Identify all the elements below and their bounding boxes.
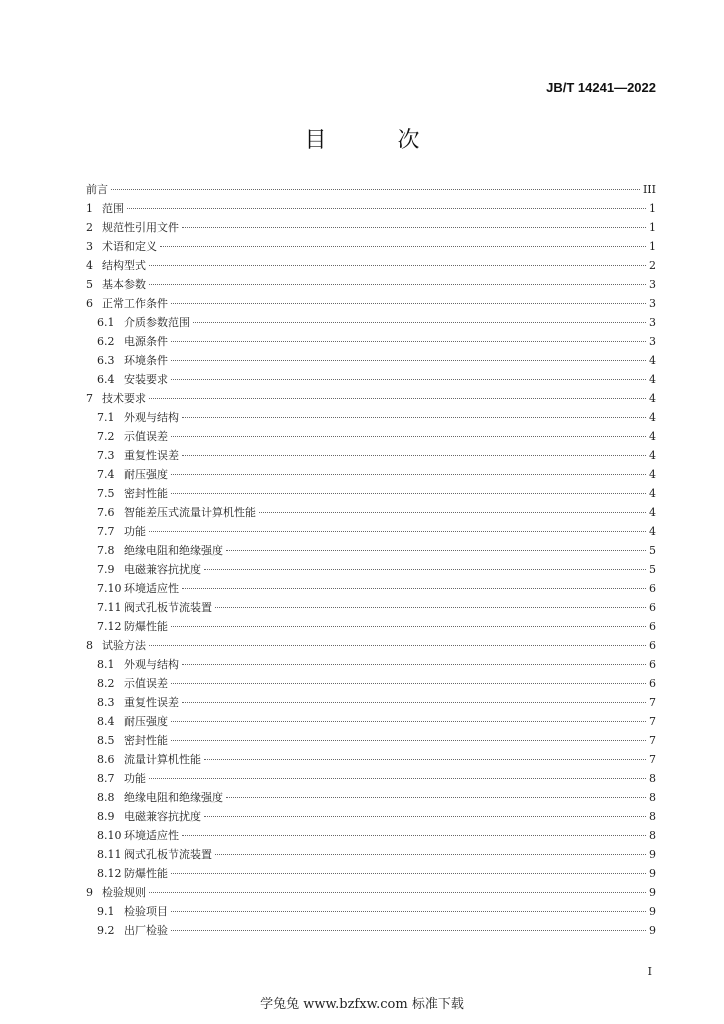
toc-entry-title: 重复性误差 xyxy=(124,696,179,709)
toc-entry-title: 检验规则 xyxy=(102,886,146,899)
toc-dot-leader xyxy=(204,816,646,817)
toc-entry-page: 7 xyxy=(649,753,656,766)
toc-entry-number: 7.8 xyxy=(97,544,115,557)
toc-entry-title: 外观与结构 xyxy=(124,411,179,424)
toc-entry-page: 3 xyxy=(649,297,656,310)
toc-entry-page: 6 xyxy=(649,620,656,633)
toc-entry-number: 7.1 xyxy=(97,411,115,424)
table-of-contents xyxy=(86,181,656,941)
toc-entry-number: 7 xyxy=(86,392,93,405)
toc-entry-title: 阀式孔板节流装置 xyxy=(124,848,212,861)
page-number: I xyxy=(647,965,652,978)
toc-entry-title: 结构型式 xyxy=(102,259,146,272)
toc-entry-title: 环境适应性 xyxy=(124,582,179,595)
toc-entry-number: 7.2 xyxy=(97,430,115,443)
toc-entry[interactable] xyxy=(86,599,656,618)
toc-entry-page: 8 xyxy=(649,791,656,804)
document-code: JB/T 14241—2022 xyxy=(546,80,656,95)
toc-entry-number: 7.3 xyxy=(97,449,115,462)
toc-entry-number: 8.8 xyxy=(97,791,115,804)
toc-dot-leader xyxy=(182,227,646,228)
toc-entry[interactable] xyxy=(86,580,656,599)
toc-entry-number: 7.4 xyxy=(97,468,115,481)
toc-dot-leader xyxy=(160,246,646,247)
toc-entry-page: 4 xyxy=(649,468,656,481)
toc-entry-title: 绝缘电阻和绝缘强度 xyxy=(124,544,223,557)
toc-entry-page: 8 xyxy=(649,810,656,823)
toc-entry-number: 7.5 xyxy=(97,487,115,500)
toc-entry-title: 基本参数 xyxy=(102,278,146,291)
toc-dot-leader xyxy=(226,550,646,551)
toc-entry-number: 9.1 xyxy=(97,905,115,918)
toc-dot-leader xyxy=(171,474,646,475)
toc-entry[interactable] xyxy=(86,561,656,580)
toc-entry-page: 6 xyxy=(649,601,656,614)
toc-dot-leader xyxy=(127,208,646,209)
toc-entry-title: 术语和定义 xyxy=(102,240,157,253)
toc-entry[interactable] xyxy=(86,295,656,314)
toc-entry[interactable] xyxy=(86,314,656,333)
toc-entry[interactable] xyxy=(86,618,656,637)
toc-entry-number: 8.11 xyxy=(97,848,122,861)
toc-dot-leader xyxy=(149,645,646,646)
toc-dot-leader xyxy=(149,398,646,399)
toc-entry-number: 7.6 xyxy=(97,506,115,519)
toc-entry-number: 1 xyxy=(86,202,93,215)
toc-entry[interactable] xyxy=(86,219,656,238)
toc-entry-page: 4 xyxy=(649,411,656,424)
toc-entry[interactable] xyxy=(86,466,656,485)
toc-entry-page: 4 xyxy=(649,430,656,443)
toc-entry[interactable] xyxy=(86,409,656,428)
toc-entry[interactable] xyxy=(86,751,656,770)
toc-entry-title: 防爆性能 xyxy=(124,620,168,633)
toc-dot-leader xyxy=(171,911,646,912)
toc-entry-title: 功能 xyxy=(124,525,146,538)
toc-entry-page: 7 xyxy=(649,734,656,747)
toc-entry-title: 外观与结构 xyxy=(124,658,179,671)
toc-entry-title: 环境适应性 xyxy=(124,829,179,842)
toc-entry-number: 8 xyxy=(86,639,93,652)
toc-entry-page: III xyxy=(642,183,656,196)
toc-dot-leader xyxy=(182,702,646,703)
toc-entry[interactable] xyxy=(86,789,656,808)
toc-dot-leader xyxy=(182,835,646,836)
toc-entry[interactable] xyxy=(86,675,656,694)
toc-dot-leader xyxy=(171,626,646,627)
toc-entry-number: 9 xyxy=(86,886,93,899)
toc-entry-page: 7 xyxy=(649,696,656,709)
toc-entry[interactable] xyxy=(86,523,656,542)
toc-entry-page: 4 xyxy=(649,373,656,386)
toc-entry[interactable] xyxy=(86,276,656,295)
toc-entry-title: 电源条件 xyxy=(124,335,168,348)
toc-entry-title: 介质参数范围 xyxy=(124,316,190,329)
toc-entry-number: 7.12 xyxy=(97,620,122,633)
toc-dot-leader xyxy=(149,284,646,285)
toc-entry[interactable] xyxy=(86,903,656,922)
toc-entry[interactable] xyxy=(86,504,656,523)
toc-dot-leader xyxy=(149,778,646,779)
toc-entry-page: 1 xyxy=(649,202,656,215)
toc-entry-page: 2 xyxy=(649,259,656,272)
toc-entry[interactable] xyxy=(86,846,656,865)
toc-entry[interactable] xyxy=(86,428,656,447)
toc-entry[interactable] xyxy=(86,713,656,732)
toc-dot-leader xyxy=(182,455,646,456)
toc-dot-leader xyxy=(259,512,646,513)
toc-entry[interactable] xyxy=(86,200,656,219)
toc-entry-title: 耐压强度 xyxy=(124,715,168,728)
toc-entry[interactable] xyxy=(86,181,656,200)
toc-entry-title: 密封性能 xyxy=(124,487,168,500)
toc-entry-page: 5 xyxy=(649,544,656,557)
toc-entry-page: 9 xyxy=(649,886,656,899)
toc-entry-number: 6.1 xyxy=(97,316,115,329)
toc-entry-number: 6.3 xyxy=(97,354,115,367)
toc-entry-title: 耐压强度 xyxy=(124,468,168,481)
toc-dot-leader xyxy=(171,740,646,741)
toc-entry[interactable] xyxy=(86,808,656,827)
toc-entry-title: 示值误差 xyxy=(124,677,168,690)
toc-entry-title: 范围 xyxy=(102,202,124,215)
toc-entry-number: 8.5 xyxy=(97,734,115,747)
toc-entry[interactable] xyxy=(86,694,656,713)
toc-entry-title: 安装要求 xyxy=(124,373,168,386)
toc-entry-number: 8.2 xyxy=(97,677,115,690)
toc-entry-title: 出厂检验 xyxy=(124,924,168,937)
toc-entry-title: 流量计算机性能 xyxy=(124,753,201,766)
toc-dot-leader xyxy=(215,854,646,855)
toc-dot-leader xyxy=(171,379,646,380)
toc-entry-title: 规范性引用文件 xyxy=(102,221,179,234)
toc-dot-leader xyxy=(171,721,646,722)
toc-entry[interactable] xyxy=(86,732,656,751)
toc-entry-number: 4 xyxy=(86,259,93,272)
toc-entry[interactable] xyxy=(86,884,656,903)
toc-entry-number: 3 xyxy=(86,240,93,253)
toc-entry-number: 7.10 xyxy=(97,582,122,595)
toc-entry[interactable] xyxy=(86,352,656,371)
toc-entry[interactable] xyxy=(86,637,656,656)
toc-entry-title: 技术要求 xyxy=(102,392,146,405)
toc-entry-title: 功能 xyxy=(124,772,146,785)
page-title: 目 次 xyxy=(304,128,452,153)
toc-entry[interactable] xyxy=(86,827,656,846)
toc-entry-number: 8.3 xyxy=(97,696,115,709)
toc-entry-page: 4 xyxy=(649,525,656,538)
toc-dot-leader xyxy=(204,569,646,570)
toc-entry-page: 5 xyxy=(649,563,656,576)
toc-dot-leader xyxy=(204,759,646,760)
toc-entry-number: 8.6 xyxy=(97,753,115,766)
watermark-text: 学兔兔 www.bzfxw.com 标准下载 xyxy=(260,997,464,1012)
toc-entry-title: 正常工作条件 xyxy=(102,297,168,310)
toc-entry-page: 9 xyxy=(649,905,656,918)
toc-entry-title: 试验方法 xyxy=(102,639,146,652)
toc-entry[interactable] xyxy=(86,656,656,675)
toc-entry-page: 3 xyxy=(649,316,656,329)
toc-entry-page: 9 xyxy=(649,848,656,861)
toc-entry[interactable] xyxy=(86,865,656,884)
toc-entry[interactable] xyxy=(86,371,656,390)
toc-dot-leader xyxy=(149,892,646,893)
toc-entry-number: 8.10 xyxy=(97,829,122,842)
toc-dot-leader xyxy=(182,664,646,665)
toc-entry-number: 6.4 xyxy=(97,373,115,386)
toc-entry[interactable] xyxy=(86,333,656,352)
toc-entry-title: 环境条件 xyxy=(124,354,168,367)
toc-entry-title: 阀式孔板节流装置 xyxy=(124,601,212,614)
toc-entry-page: 1 xyxy=(649,221,656,234)
toc-entry-number: 8.12 xyxy=(97,867,122,880)
toc-entry[interactable] xyxy=(86,447,656,466)
toc-entry-title: 前言 xyxy=(86,183,108,196)
toc-entry[interactable] xyxy=(86,485,656,504)
toc-dot-leader xyxy=(149,531,646,532)
toc-dot-leader xyxy=(171,493,646,494)
toc-entry-title: 电磁兼容抗扰度 xyxy=(124,810,201,823)
toc-entry-number: 7.9 xyxy=(97,563,115,576)
toc-entry-number: 6.2 xyxy=(97,335,115,348)
toc-entry-page: 9 xyxy=(649,924,656,937)
toc-dot-leader xyxy=(193,322,646,323)
toc-entry[interactable] xyxy=(86,390,656,409)
toc-entry-title: 智能差压式流量计算机性能 xyxy=(124,506,256,519)
toc-entry-page: 4 xyxy=(649,506,656,519)
toc-entry-page: 4 xyxy=(649,449,656,462)
toc-entry-title: 绝缘电阻和绝缘强度 xyxy=(124,791,223,804)
toc-dot-leader xyxy=(171,930,646,931)
toc-dot-leader xyxy=(182,588,646,589)
toc-entry-page: 3 xyxy=(649,278,656,291)
toc-dot-leader xyxy=(171,683,646,684)
toc-entry[interactable] xyxy=(86,257,656,276)
toc-entry-page: 6 xyxy=(649,677,656,690)
toc-entry-title: 检验项目 xyxy=(124,905,168,918)
toc-entry-number: 9.2 xyxy=(97,924,115,937)
toc-entry-number: 8.4 xyxy=(97,715,115,728)
toc-entry-title: 重复性误差 xyxy=(124,449,179,462)
toc-entry-page: 4 xyxy=(649,392,656,405)
toc-dot-leader xyxy=(171,341,646,342)
toc-dot-leader xyxy=(111,189,640,190)
toc-dot-leader xyxy=(171,303,646,304)
toc-entry-page: 6 xyxy=(649,658,656,671)
toc-entry-page: 4 xyxy=(649,487,656,500)
toc-dot-leader xyxy=(171,436,646,437)
toc-dot-leader xyxy=(215,607,646,608)
toc-entry-page: 4 xyxy=(649,354,656,367)
toc-entry[interactable] xyxy=(86,238,656,257)
toc-entry-page: 6 xyxy=(649,639,656,652)
toc-entry-page: 7 xyxy=(649,715,656,728)
toc-entry-page: 3 xyxy=(649,335,656,348)
toc-dot-leader xyxy=(182,417,646,418)
toc-entry-page: 8 xyxy=(649,772,656,785)
toc-entry-number: 8.7 xyxy=(97,772,115,785)
toc-entry-title: 密封性能 xyxy=(124,734,168,747)
toc-entry-number: 7.11 xyxy=(97,601,122,614)
toc-entry-number: 2 xyxy=(86,221,93,234)
toc-entry-page: 9 xyxy=(649,867,656,880)
toc-entry[interactable] xyxy=(86,542,656,561)
toc-entry-number: 7.7 xyxy=(97,525,115,538)
toc-entry-title: 电磁兼容抗扰度 xyxy=(124,563,201,576)
toc-entry-page: 1 xyxy=(649,240,656,253)
toc-entry-title: 示值误差 xyxy=(124,430,168,443)
toc-dot-leader xyxy=(171,360,646,361)
toc-dot-leader xyxy=(149,265,646,266)
toc-entry[interactable] xyxy=(86,770,656,789)
toc-entry-title: 防爆性能 xyxy=(124,867,168,880)
toc-entry-number: 8.1 xyxy=(97,658,115,671)
toc-dot-leader xyxy=(171,873,646,874)
toc-entry-page: 8 xyxy=(649,829,656,842)
toc-entry[interactable] xyxy=(86,922,656,941)
toc-entry-number: 8.9 xyxy=(97,810,115,823)
toc-entry-page: 6 xyxy=(649,582,656,595)
toc-entry-number: 5 xyxy=(86,278,93,291)
toc-entry-number: 6 xyxy=(86,297,93,310)
toc-dot-leader xyxy=(226,797,646,798)
